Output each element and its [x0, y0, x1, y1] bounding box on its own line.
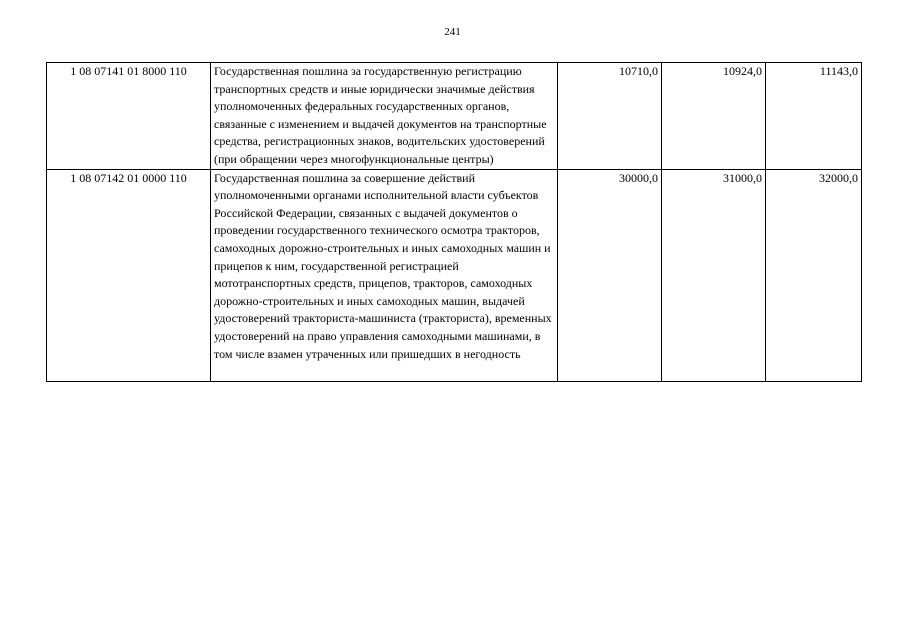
budget-revenue-table [46, 62, 862, 382]
amount-year-3: 11143,0 [766, 63, 862, 170]
amount-year-2: 10924,0 [662, 63, 766, 170]
amount-year-1: 10710,0 [558, 63, 662, 170]
budget-classification-code: 1 08 07142 01 0000 110 [47, 169, 211, 382]
page-number: 241 [444, 26, 461, 38]
amount-year-3: 32000,0 [766, 169, 862, 382]
revenue-description: Государственная пошлина за совершение действий уполномоченными органами исполнительной власти субъектов Российской Федерации, связанных с выдачей документов о проведении государственного технического осмотра тракторов, самоходных дорожно-строительных и иных самоходных машин и прицепов к ним, государственной регистрацией мототранспортных средств, прицепов, тракторов, самоходных дорожно-строительных и иных самоходных машин, выдачей удостоверений тракториста-машиниста (тракториста), временных удостоверений на право управления самоходными машинами, в том числе взамен утраченных или пришедших в негодность [211, 169, 558, 382]
table-row [47, 169, 862, 382]
table-row [47, 63, 862, 170]
budget-classification-code: 1 08 07141 01 8000 110 [47, 63, 211, 170]
amount-year-1: 30000,0 [558, 169, 662, 382]
amount-year-2: 31000,0 [662, 169, 766, 382]
revenue-description: Государственная пошлина за государственную регистрацию транспортных средств и иные юридически значимые действия уполномоченных федеральных государственных органов, связанные с изменением и выдачей документов на транспортные средства, регистрационных знаков, водительских удостоверений (при обращении через многофункциональные центры) [211, 63, 558, 170]
